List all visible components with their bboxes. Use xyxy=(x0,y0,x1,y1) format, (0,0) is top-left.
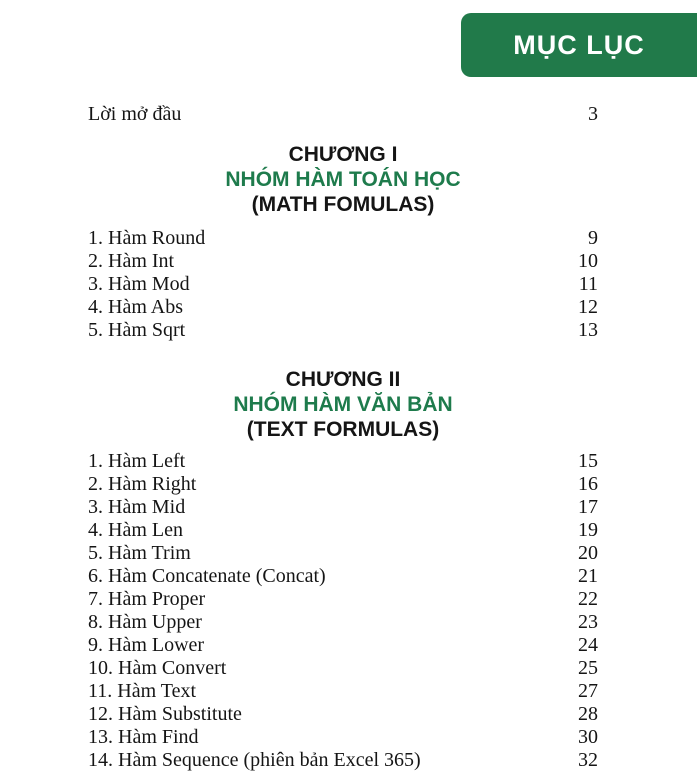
toc-entry-label: 8. Hàm Upper xyxy=(88,611,202,633)
toc-entry-page: 22 xyxy=(578,588,598,610)
toc-entry-label: 2. Hàm Right xyxy=(88,473,197,495)
toc-entry-label: 10. Hàm Convert xyxy=(88,657,227,679)
toc-banner-title: MỤC LỤC xyxy=(513,29,645,60)
toc-entry-page: 3 xyxy=(588,103,598,125)
toc-row xyxy=(88,273,598,296)
toc-row xyxy=(88,680,598,703)
toc-row xyxy=(88,565,598,588)
toc-row xyxy=(88,519,598,542)
toc-entry-label: 5. Hàm Sqrt xyxy=(88,319,186,341)
toc-entry-page: 13 xyxy=(578,319,598,341)
toc-row xyxy=(88,657,598,680)
toc-entry-label: 1. Hàm Round xyxy=(88,227,206,249)
chapter-subtitle-en: (MATH FOMULAS) xyxy=(251,193,435,216)
toc-entry-label: 3. Hàm Mod xyxy=(88,273,190,295)
toc-entry-label: 4. Hàm Len xyxy=(88,519,183,541)
toc-entry-label: 2. Hàm Int xyxy=(88,250,175,272)
chapter-subtitle-en: (TEXT FORMULAS) xyxy=(246,418,440,441)
toc-entry-label: Lời mở đầu xyxy=(88,103,182,125)
toc-row xyxy=(88,634,598,657)
toc-entry-page: 24 xyxy=(578,634,598,656)
toc-entry-label: 9. Hàm Lower xyxy=(88,634,205,656)
toc-row xyxy=(88,611,598,634)
chapter-title: CHƯƠNG II xyxy=(285,368,401,391)
toc-entry-label: 4. Hàm Abs xyxy=(88,296,183,318)
chapter-subtitle: NHÓM HÀM TOÁN HỌC xyxy=(225,168,461,191)
toc-row xyxy=(88,296,598,319)
toc-row xyxy=(88,726,598,749)
toc-entry-page: 9 xyxy=(588,227,598,249)
toc-entry-label: 7. Hàm Proper xyxy=(88,588,206,610)
toc-row xyxy=(88,542,598,565)
toc-entry-page: 12 xyxy=(578,296,598,318)
toc-entry-page: 19 xyxy=(578,519,598,541)
toc-entry-page: 17 xyxy=(578,496,598,518)
toc-entry-page: 32 xyxy=(578,749,598,771)
chapter-title: CHƯƠNG I xyxy=(288,143,398,166)
toc-entry-page: 23 xyxy=(578,611,598,633)
toc-row xyxy=(88,588,598,611)
toc-row xyxy=(88,496,598,519)
toc-entry-label: 13. Hàm Find xyxy=(88,726,199,748)
toc-entry-label: 6. Hàm Concatenate (Concat) xyxy=(88,565,326,587)
toc-entry-label: 14. Hàm Sequence (phiên bản Excel 365) xyxy=(88,749,421,771)
toc-entry-page: 25 xyxy=(578,657,598,679)
toc-row xyxy=(88,703,598,726)
chapter-2-section xyxy=(88,367,598,772)
toc-row xyxy=(88,319,598,342)
chapter-subtitle: NHÓM HÀM VĂN BẢN xyxy=(233,393,453,416)
toc-entry-label: 12. Hàm Substitute xyxy=(88,703,242,725)
toc-entry-page: 15 xyxy=(578,450,598,472)
toc-content xyxy=(88,103,598,772)
toc-entry-label: 11. Hàm Text xyxy=(88,680,197,702)
toc-entry-page: 11 xyxy=(578,273,598,295)
toc-row xyxy=(88,227,598,250)
toc-entry-page: 30 xyxy=(578,726,598,748)
toc-entry-page: 16 xyxy=(578,473,598,495)
chapter-2-heading xyxy=(88,367,598,442)
toc-row xyxy=(88,450,598,473)
toc-entry-label: 1. Hàm Left xyxy=(88,450,186,472)
toc-row xyxy=(88,250,598,273)
toc-row-intro xyxy=(88,103,598,126)
toc-entry-page: 20 xyxy=(578,542,598,564)
toc-row xyxy=(88,749,598,772)
toc-entry-page: 10 xyxy=(578,250,598,272)
toc-entry-label: 3. Hàm Mid xyxy=(88,496,186,518)
toc-banner xyxy=(461,13,697,77)
chapter-1-heading xyxy=(88,142,598,217)
toc-entry-page: 28 xyxy=(578,703,598,725)
toc-row xyxy=(88,473,598,496)
toc-entry-label: 5. Hàm Trim xyxy=(88,542,191,564)
toc-entry-page: 27 xyxy=(578,680,598,702)
chapter-1-section xyxy=(88,142,598,342)
toc-entry-page: 21 xyxy=(578,565,598,587)
